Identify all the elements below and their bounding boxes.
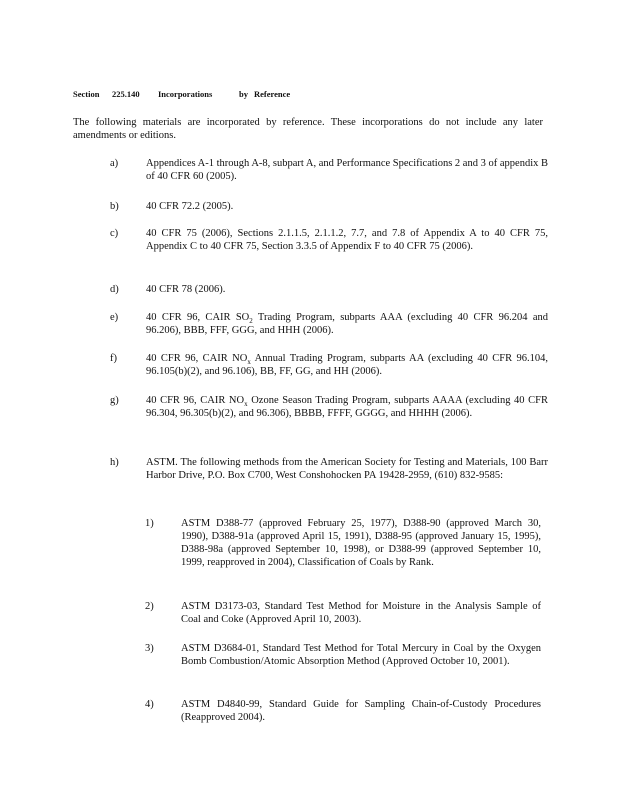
item-label: f) — [110, 353, 117, 364]
sub-item-label: 3) — [145, 643, 154, 654]
sub-item-label: 4) — [145, 699, 154, 710]
item-label: d) — [110, 284, 119, 295]
item-label: a) — [110, 158, 119, 169]
heading-title: Incorporations — [158, 89, 213, 99]
item-label: c) — [110, 228, 119, 239]
item-text: 40 CFR 96, CAIR $NO_x$ Annual Trading Program, subparts AA (excluding 40 CFR 96.104, 96.105(b)(2), and 96.106), BB, FF, GG, and HH (2006). — [146, 353, 548, 377]
item-text: 40 CFR 75 (2006), Sections 2.1.1.5, 2.1.1.2, 7.7, and 7.8 of Appendix A to 40 CFR 75, Appendix C to 40 CFR 75, Section 3.3.5 of Appendix F to 40 CFR 75 (2006). — [146, 228, 548, 252]
item-text: 40 CFR 96, CAIR $SO_2$ Trading Program, subparts AAA (excluding 40 CFR 96.204 and 96.206), BBB, FFF, GGG, and HHH (2006). — [146, 312, 548, 336]
item-label: h) — [110, 457, 119, 468]
heading-number: 225.140 — [112, 89, 140, 99]
item-label: e) — [110, 312, 119, 323]
item-label: g) — [110, 395, 119, 406]
item-text: Appendices A-1 through A-8, subpart A, and Performance Specifications 2 and 3 of appendix B of 40 CFR 60 (2005). — [146, 158, 548, 182]
heading-section: Section — [73, 89, 100, 99]
intro-paragraph: The following materials are incorporated by reference. These incorporations do not include any later amendments or editions. — [73, 117, 543, 141]
item-text: ASTM. The following methods from the American Society for Testing and Materials, 100 Barr Harbor Drive, P.O. Box C700, West Conshohocken PA 19428-2959, (610) 832-9585: — [146, 457, 548, 481]
heading-by: by — [239, 89, 248, 99]
sub-item-text: ASTM D3684-01, Standard Test Method for Total Mercury in Coal by the Oxygen Bomb Combustion/Atomic Absorption Method (Approved October 10, 2001). — [181, 643, 541, 667]
sub-item-text: ASTM D4840-99, Standard Guide for Sampling Chain-of-Custody Procedures (Reapproved 2004). — [181, 699, 541, 723]
sub-item-label: 2) — [145, 601, 154, 612]
sub-item-text: ASTM D388-77 (approved February 25, 1977), D388-90 (approved March 30, 1990), D388-91a (approved April 15, 1991), D388-95 (approved January 15, 1995), D388-98a (approved September 10, 1998), or D388-99 (approved September 10, 1999, reapproved in 2004), Classification of Coals by Rank. — [181, 518, 541, 568]
item-text: 40 CFR 96, CAIR $NO_x$ Ozone Season Trading Program, subparts AAAA (excluding 40 CFR 96.304, 96.305(b)(2), and 96.306), BBBB, FFFF, GGGG, and HHHH (2006). — [146, 395, 548, 419]
heading-reference: Reference — [254, 89, 291, 99]
sub-item-text: ASTM D3173-03, Standard Test Method for Moisture in the Analysis Sample of Coal and Coke (Approved April 10, 2003). — [181, 601, 541, 625]
item-text: 40 CFR 72.2 (2005). — [146, 201, 234, 212]
item-text: 40 CFR 78 (2006). — [146, 284, 226, 295]
item-label: b) — [110, 201, 119, 212]
sub-item-label: 1) — [145, 518, 154, 529]
